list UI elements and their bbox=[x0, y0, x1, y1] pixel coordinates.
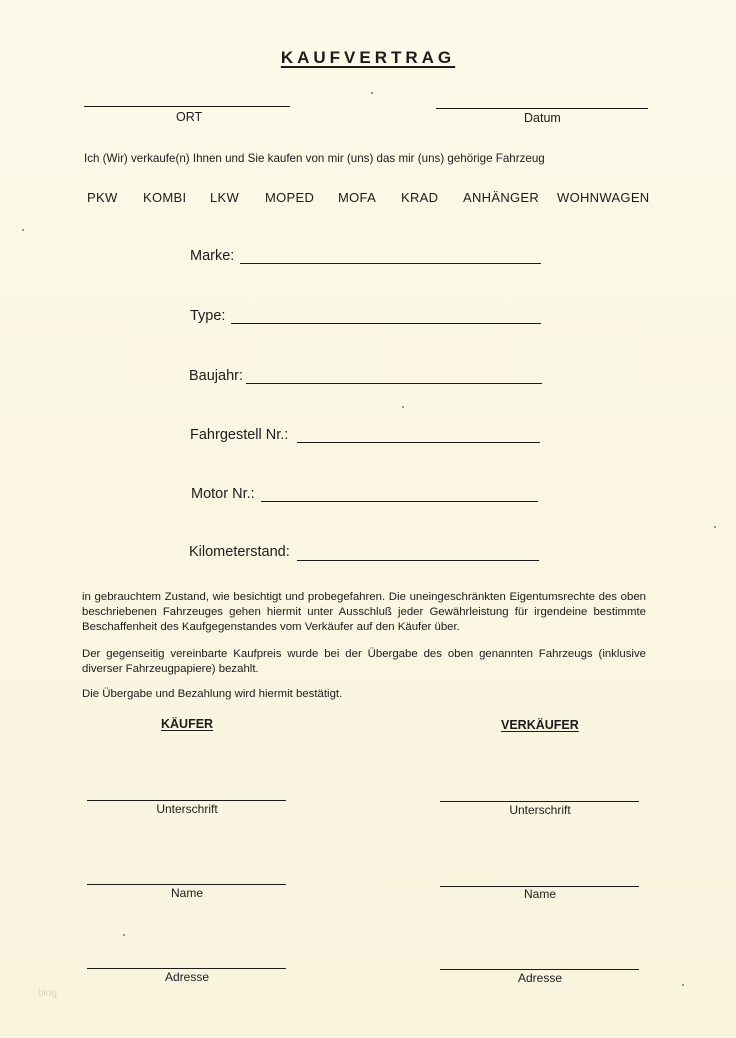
buyer-address-label: Adresse bbox=[164, 970, 210, 984]
seller-heading: VERKÄUFER bbox=[501, 718, 579, 732]
place-line bbox=[84, 106, 290, 107]
paragraph-payment: Der gegenseitig vereinbarte Kaufpreis wurde bei der Übergabe des oben genannten Fahrzeugs (inklusive diverser Fahrzeugpapiere) bezahlt. bbox=[82, 648, 646, 676]
vehicle-type-anhaenger: ANHÄNGER bbox=[463, 190, 540, 205]
type-field[interactable] bbox=[231, 323, 541, 324]
buyer-signature-line[interactable] bbox=[87, 800, 286, 801]
seller-name-label: Name bbox=[523, 887, 556, 901]
buyer-heading: KÄUFER bbox=[161, 717, 214, 731]
paragraph-confirmation: Die Übergabe und Bezahlung wird hiermit bestätigt. bbox=[82, 688, 343, 700]
vehicle-type-krad: KRAD bbox=[401, 190, 439, 205]
seller-address-line[interactable] bbox=[440, 969, 639, 970]
vehicle-type-moped: MOPED bbox=[265, 190, 315, 205]
motor-label: Motor Nr.: bbox=[191, 486, 255, 502]
intro-text: Ich (Wir) verkaufe(n) Ihnen und Sie kaufen von mir (uns) das mir (uns) gehörige Fahrzeug bbox=[84, 152, 545, 165]
seller-signature-line[interactable] bbox=[440, 801, 639, 802]
baujahr-field[interactable] bbox=[246, 383, 542, 384]
buyer-name-line[interactable] bbox=[87, 884, 286, 885]
place-label: ORT bbox=[176, 110, 203, 124]
buyer-signature-label: Unterschrift bbox=[156, 802, 218, 816]
vehicle-type-wohnwagen: WOHNWAGEN bbox=[557, 190, 650, 205]
buyer-name-label: Name bbox=[170, 886, 203, 900]
paragraph-ownership: in gebrauchtem Zustand, wie besichtigt und probegefahren. Die uneingeschränkten Eigentumsrechte des oben beschriebenen Fahrzeuges gehen hiermit unter Ausschluß jeder Gewährleistung für irgendeine bestimmte Beschaffenheit des Kaufgegenstandes vom Verkäufer auf den Käufer über. bbox=[82, 591, 646, 634]
date-line bbox=[436, 108, 648, 109]
vehicle-type-kombi: KOMBI bbox=[143, 190, 187, 205]
vehicle-type-pkw: PKW bbox=[87, 190, 118, 205]
type-label: Type: bbox=[190, 308, 226, 324]
watermark: blog bbox=[38, 988, 57, 999]
baujahr-label: Baujahr: bbox=[189, 368, 244, 384]
kilometerstand-field[interactable] bbox=[297, 560, 539, 561]
buyer-address-line[interactable] bbox=[87, 968, 286, 969]
marke-field[interactable] bbox=[240, 263, 541, 264]
vehicle-type-mofa: MOFA bbox=[338, 190, 377, 205]
scan-speck bbox=[714, 526, 716, 528]
vehicle-type-lkw: LKW bbox=[210, 190, 240, 205]
scan-speck bbox=[123, 934, 125, 936]
date-label: Datum bbox=[524, 111, 561, 125]
kilometerstand-label: Kilometerstand: bbox=[189, 544, 290, 560]
scan-speck bbox=[682, 984, 684, 986]
fahrgestell-field[interactable] bbox=[297, 442, 540, 443]
seller-address-label: Adresse bbox=[517, 971, 563, 985]
motor-field[interactable] bbox=[261, 501, 538, 502]
scan-speck bbox=[402, 406, 404, 408]
marke-label: Marke: bbox=[190, 248, 235, 264]
document-title-text: KAUFVERTRAG bbox=[280, 48, 456, 67]
document-title bbox=[0, 48, 736, 68]
scan-speck bbox=[22, 229, 24, 231]
fahrgestell-label: Fahrgestell Nr.: bbox=[190, 427, 289, 443]
seller-signature-label: Unterschrift bbox=[509, 803, 571, 817]
scan-speck bbox=[371, 92, 373, 94]
